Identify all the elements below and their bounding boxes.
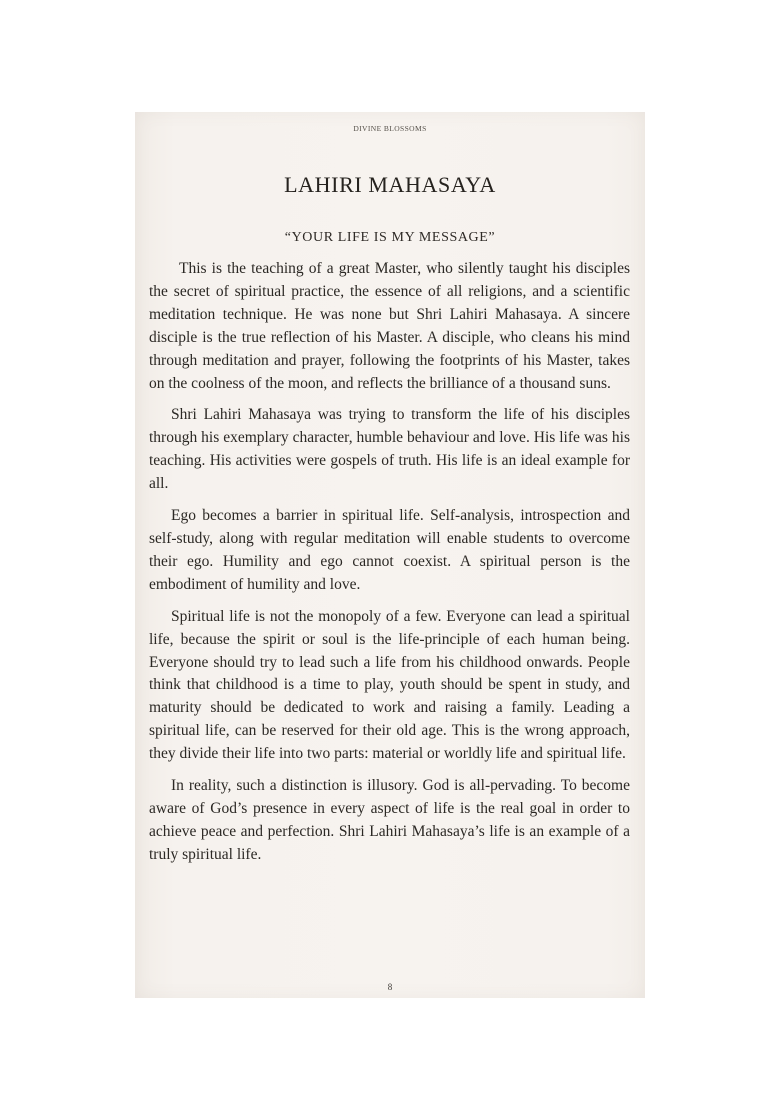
running-head: DIVINE BLOSSOMS — [353, 124, 427, 133]
paragraph-4: Spiritual life is not the monopoly of a few. Everyone can lead a spiritual life, because the spirit or soul is the life-principle of each human being. Everyone should try to lead such a life from his childhood onwards. People think that childhood is a time to play, youth should be spent in study, and maturity should be dedicated to work and raising a family. Leading a spiritual life, can be reserved for their old age. This is the wrong approach, they divide their life into two parts: material or worldly life and spiritual life. — [149, 607, 630, 763]
paragraph-5: In reality, such a distinction is illusory. God is all-pervading. To become aware of God’s presence in every aspect of life is the real goal in order to achieve peace and perfection. Shri Lahiri Mahasaya’s life is an example of a truly spiritual life. — [149, 777, 630, 863]
chapter-subtitle: “YOUR LIFE IS MY MESSAGE” — [284, 230, 496, 245]
body-text — [149, 258, 630, 876]
book-page — [135, 112, 645, 998]
chapter-title: LAHIRI MAHASAYA — [284, 172, 496, 197]
paragraph-2: Shri Lahiri Mahasaya was trying to transform the life of his disciples through his exemplary character, humble behaviour and love. His life was his teaching. His activities were gospels of truth. His life is an ideal example for all. — [149, 406, 630, 493]
paragraph-3: Ego becomes a barrier in spiritual life. Self-analysis, introspection and self-study, along with regular meditation will enable students to overcome their ego. Humility and ego cannot coexist. A spiritual person is the embodiment of humility and love. — [149, 507, 630, 593]
paragraph-1: This is the teaching of a great Master, who silently taught his disciples the secret of spiritual practice, the essence of all religions, and a scientific meditation technique. He was none but Shri Lahiri Mahasaya. A sincere disciple is the true reflection of his Master. A disciple, who cleans his mind through meditation and prayer, following the footprints of his Master, takes on the coolness of the moon, and reflects the brilliance of a thousand suns. — [149, 260, 630, 392]
page-number: 8 — [387, 982, 393, 992]
